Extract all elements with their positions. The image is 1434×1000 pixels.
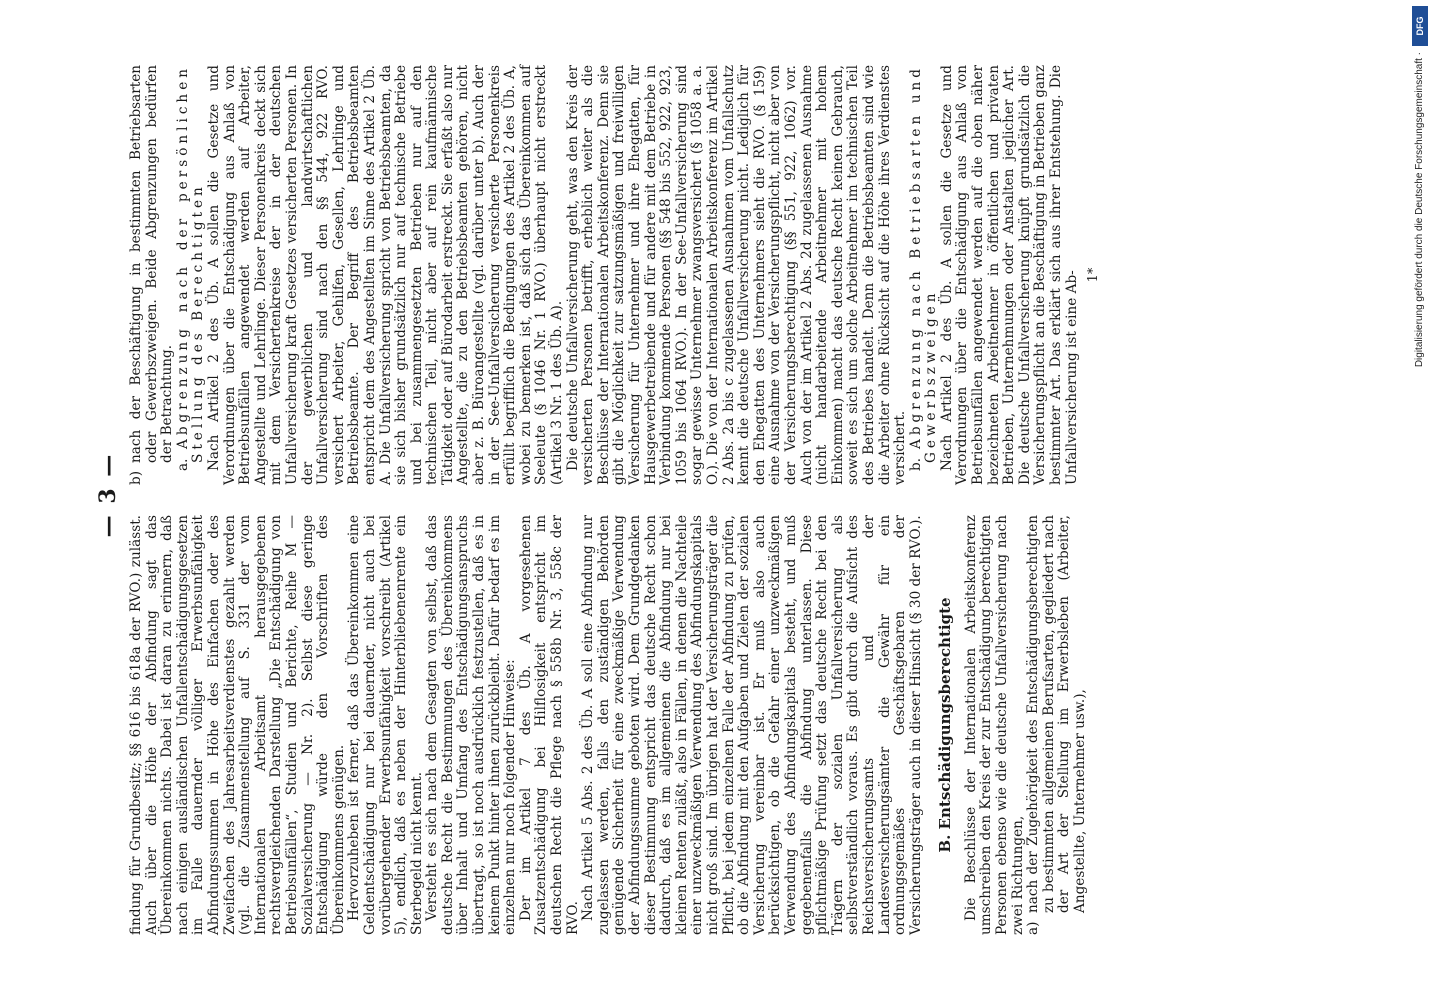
digitization-note-text: Digitalisierung gefördert durch die Deutsche Forschungsgemeinschaft · — [1414, 52, 1425, 368]
dfg-logo-text: DFG — [1415, 16, 1425, 36]
rotated-document-sheet — [95, 50, 1335, 940]
paragraph: Versteht es sich nach dem Gesagten von selbst, daß das deutsche Recht die Bestimmungen des Übereinkommens über Inhalt und Umfang des Entschädigungsanspruchs übertragt, so ist noch ausdrücklich festzustellen, daß es in keinem Punkt hinter ihnen zurückbleibt. Dafür bedarf es im einzelnen nur noch folgender Hinweise: — [424, 515, 519, 935]
paragraph: Nach Artikel 2 des Üb. A sollen die Gesetze und Verordnungen über die Entschädigung aus Anlaß von Betriebsunfällen angewendet werden auf Arbeiter, Angestellte und Lehrlinge. Dieser Personenkreis deckt sich mit dem Versichertenkreise der in der deutschen Unfallversicherung kraft Gesetzes versicherten Personen. In der gewerblichen und landwirtschaftlichen Unfallversicherung sind nach den §§ 544, 922 RVO. versichert Arbeiter, Gehilfen, Gesellen, Lehrlinge und Betriebsbeamte. Der Begriff des Betriebsbeamten entspricht dem des Angestellten im Sinne des Artikel 2 Üb. A. Die Unfallversicherung spricht von Betriebsbeamten, da sie sich bisher grundsätzlich nur auf technische Betriebe und bei zusammengesetzten Betrieben nur auf den technischen Teil, nicht aber auf rein kaufmännische Tätigkeit oder auf Bürodarbeit erstreckt. Sie erfaßt also nur Angestellte, die zu den Betriebsbeamten gehören, nicht aber z. B. Büroangestellte (vgl. darüber unter b). Auch der in der See-Unfallversicherung versicherte Personenkreis erfüllt begrifflich die Bedingungen des Artikel 2 des Üb. A, wobei zu bemerken ist, daß sich das Übereinkommen auf Seeleute (§ 1046 Nr. 1 RVO.) überhaupt nicht erstreckt (Artikel 3 Nr. 1 des Üb. A). — [205, 65, 566, 485]
right-column — [129, 65, 1102, 485]
section-heading: B. Entschädigungsberechtigte — [936, 597, 955, 853]
list-marker: a) — [1025, 921, 1042, 935]
list-item-a — [1026, 515, 1088, 935]
subheading-text: Abgrenzung nach Betriebsarten und Gewerbszweigen — [907, 65, 940, 463]
list-item-b — [129, 65, 176, 485]
signature-mark: 1* — [1086, 267, 1102, 283]
left-column — [129, 515, 1089, 935]
list-text: nach der Zugehörigkeit des Entschädigungsberechtigten zu bestimmten allgemeinen Berufsarten, gegliedert nach der Art der Stellung im Erwerbsleben (Arbeiter, Angestellte, Unternehmer usw.), — [1025, 515, 1089, 913]
paragraph: Nach Artikel 5 Abs. 2 des Üb. A soll eine Abfindung nur zugelassen werden, falls den zuständigen Behörden genügende Sicherheit für eine zweckmäßige Verwendung der Abfindungssumme geboten wird. Dem Grundgedanken dieser Bestimmung entspricht das deutsche Recht schon dadurch, daß es im allgemeinen die Abfindung nur bei kleinen Renten zuläßt, also in Fällen, in denen die Nachteile einer unzweckmäßigen Verwendung des Abfindungskapitals nicht groß sind. Im übrigen hat der Versicherungsträger die Pflicht, bei jedem einzelnen Falle der Abfindung zu prüfen, ob die Abfindung mit den Aufgaben und Zielen der sozialen Versicherung vereinbar ist. Er muß also auch berücksichtigen, ob die Gefahr einer unzweckmäßigen Verwendung des Abfindungskapitals besteht, und muß gegebenenfalls die Abfindung unterlassen. Diese pflichtmäßige Prüfung setzt das deutsche Recht bei den Trägern der sozialen Unfallversicherung als selbstverständlich voraus. Es gibt durch die Aufsicht des Reichsversicherungsamts und der Landesversicherungsämter die Gewähr für ein ordnungsgemäßes Geschäftsgebaren der Versicherungsträger auch in dieser Hinsicht (§ 30 der RVO.). — [580, 515, 924, 935]
subheading-marker: a. — [174, 458, 191, 471]
section-intro: Die Beschlüsse der Internationalen Arbeitskonferenz umschreiben den Kreis der zur Entschädigung berechtigten Personen ebenso wie die deutsche Unfallversicherung nach zwei Richtungen, — [962, 515, 1026, 935]
paragraph: Der im Artikel 7 des Üb. A vorgesehenen Zusatzentschädigung bei Hilflosigkeit entspricht im deutschen Recht die Pflege nach § 558b Nr. 3, 558c der RVO. — [517, 515, 581, 935]
list-text: nach der Beschäftigung in bestimmten Betriebsarten oder Gewerbszweigen. Beide Abgrenzungen bedürfen der Betrachtung. — [128, 65, 176, 463]
subheading-a — [176, 65, 207, 485]
paragraph: Nach Artikel 2 des Üb. A sollen die Gesetze und Verordnungen über die Entschädigung aus Anlaß von Betriebsunfällen angewendet werden auf die oben näher bezeichneten Arbeitnehmer in öffentlichen und privaten Betrieben, Unternehmungen oder Anstalten jeglicher Art. Die deutsche Unfallversicherung knüpft grundsätzlich die Versicherungspflicht an die Beschäftigung in Betrieben ganz bestimmter Art. Das erklärt sich aus ihrer Entstehung. Die Unfallversicherung ist eine Ab- — [938, 65, 1080, 485]
paragraph: findung für Grundbesitz; §§ 616 bis 618a der RVO.) zulässt. Auch über die Höhe der Abfindung sagt das Übereinkommen nichts. Dabei ist daran zu erinnern, daß nach einigen ausländischen Unfallentschädigungsgesetzen im Falle dauernder völliger Erwerbsunfähigkeit Abfindungssummen in Höhe des Einfachen oder des Zweifachen des Jahresarbeitsverdienstes gezahlt werden (vgl. die Zusammenstellung auf S. 331 der vom Internationalen Arbeitsamt herausgegebenen rechtsvergleichenden Darstellung „Die Entschädigung von Betriebsunfällen“, Studien und Berichte, Reihe M — Sozialversicherung — Nr. 2). Selbst diese geringe Entschädigung würde den Vorschriften des Übereinkommens genügen. — [128, 515, 347, 935]
subheading-b — [909, 65, 940, 485]
list-marker: b) — [128, 470, 144, 485]
page-number: — 3 — — [95, 452, 121, 538]
paragraph: Die deutsche Unfallversicherung geht, was den Kreis der versicherten Personen betrifft, erheblich weiter als die Beschlüsse der Internationalen Arbeitskonferenz. Denn sie gibt die Möglichkeit zur satzungsmäßigen und freiwilligen Versicherung für Unternehmer und ihre Ehegatten, für Hausgewerbetreibende und für andere mit dem Betriebe in Verbindung kommende Personen (§§ 548 bis 552, 922, 923, 1059 bis 1064 RVO.). In der See-Unfallversicherung sind sogar gewisse Unternehmer zwangsversichert (§ 1058 a. a. O.). Die von der Internationalen Arbeitskonferenz im Artikel 2 Abs. 2a bis c zugelassenen Ausnahmen vom Unfallschutz kennt die deutsche Unfallversicherung nicht. Lediglich für den Ehegatten des Unternehmers sieht die RVO. (§ 159) eine Ausnahme von der Versicherungspflicht, nicht aber von der Versicherungsberechtigung (§§ 551, 922, 1062) vor. Auch von der im Artikel 2 Abs. 2d zugelassenen Ausnahme (nicht handarbeitende Arbeitnehmer mit hohem Einkommen) macht das deutsche Recht keinen Gebrauch, soweit es sich um solche Arbeitnehmer im technischen Teil des Betriebes handelt. Denn die Betriebsbeamten sind wie die Arbeiter ohne Rücksicht auf die Höhe ihres Verdienstes versichert. — [564, 65, 909, 485]
paragraph: Hervorzuheben ist ferner, daß das Übereinkommen eine Geldentschädigung nur bei dauernder, nicht auch bei vorübergehender Erwerbsunfähigkeit vorschreibt (Artikel 5), endlich, daß es neben der Hinterbliebenenrente ein Sterbegeld nicht kennt. — [346, 515, 425, 935]
digitization-note — [1412, 0, 1428, 1000]
subheading-marker: b. — [907, 457, 924, 471]
subheading-text: Abgrenzung nach der persönlichen Stellung des Berechtigten — [174, 65, 207, 463]
